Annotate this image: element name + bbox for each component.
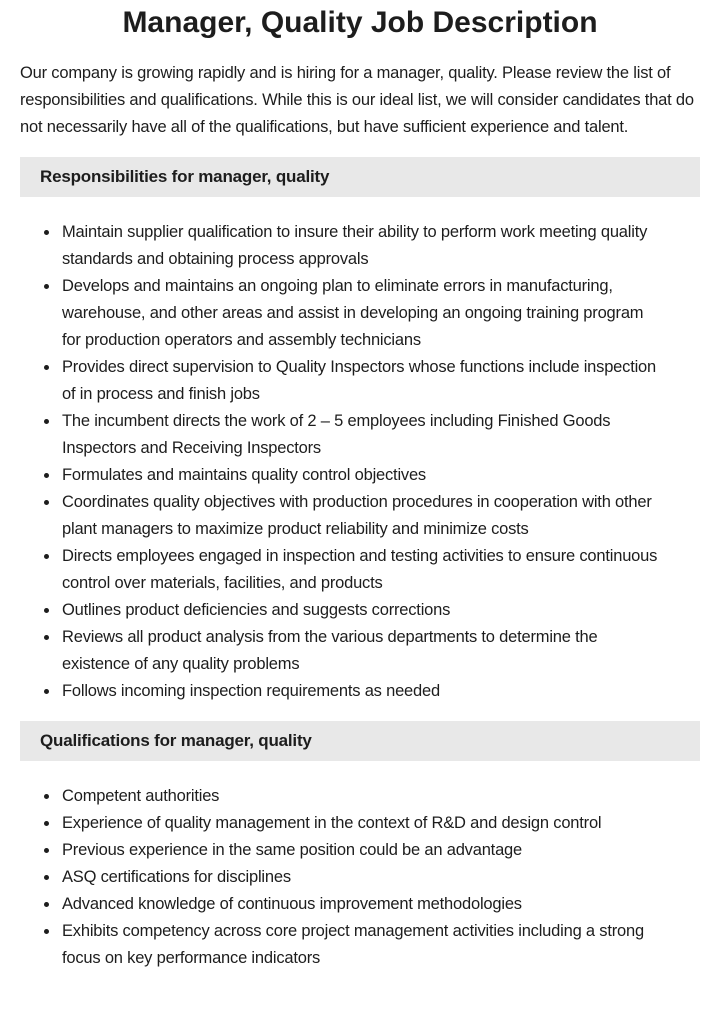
list-item: • Reviews all product analysis from the various departments to determine the existence of any quality problems	[60, 624, 660, 678]
list-item: • Maintain supplier qualification to insure their ability to perform work meeting quality standards and obtaining process approvals	[60, 219, 660, 273]
list-item: • Advanced knowledge of continuous improvement methodologies	[60, 891, 660, 918]
list-item: • Competent authorities	[60, 783, 660, 810]
section-qualifications	[20, 721, 700, 972]
page-title: Manager, Quality Job Description	[122, 6, 598, 39]
list-item: • Coordinates quality objectives with production procedures in cooperation with other plant managers to maximize product reliability and minimize costs	[60, 489, 660, 543]
list-item: • The incumbent directs the work of 2 – 5 employees including Finished Goods Inspectors and Receiving Inspectors	[60, 408, 660, 462]
list-item: • Outlines product deficiencies and suggests corrections	[60, 597, 660, 624]
list-item: • Exhibits competency across core project management activities including a strong focus on key performance indicators	[60, 918, 660, 972]
responsibilities-section-heading: Responsibilities for manager, quality	[20, 157, 700, 197]
section-responsibilities	[20, 157, 700, 705]
qualifications-section-heading: Qualifications for manager, quality	[20, 721, 700, 761]
list-item: • Develops and maintains an ongoing plan to eliminate errors in manufacturing, warehouse, and other areas and assist in developing an ongoing training program for production operators and assembly technicians	[60, 273, 660, 354]
job-description-page	[0, 4, 720, 972]
list-item: • ASQ certifications for disciplines	[60, 864, 660, 891]
list-item: • Formulates and maintains quality control objectives	[60, 462, 660, 489]
qualifications-list	[20, 783, 700, 972]
list-item: • Follows incoming inspection requirements as needed	[60, 678, 660, 705]
responsibilities-list	[20, 219, 700, 705]
list-item: • Experience of quality management in the context of R&D and design control	[60, 810, 660, 837]
list-item: • Provides direct supervision to Quality Inspectors whose functions include inspection of in process and finish jobs	[60, 354, 660, 408]
intro-paragraph: Our company is growing rapidly and is hiring for a manager, quality. Please review the list of responsibilities and qualifications. While this is our ideal list, we will consider candidates that do not necessarily have all of the qualifications, but have sufficient experience and talent.	[20, 64, 694, 136]
list-item: • Directs employees engaged in inspection and testing activities to ensure continuous control over materials, facilities, and products	[60, 543, 660, 597]
list-item: • Previous experience in the same position could be an advantage	[60, 837, 660, 864]
